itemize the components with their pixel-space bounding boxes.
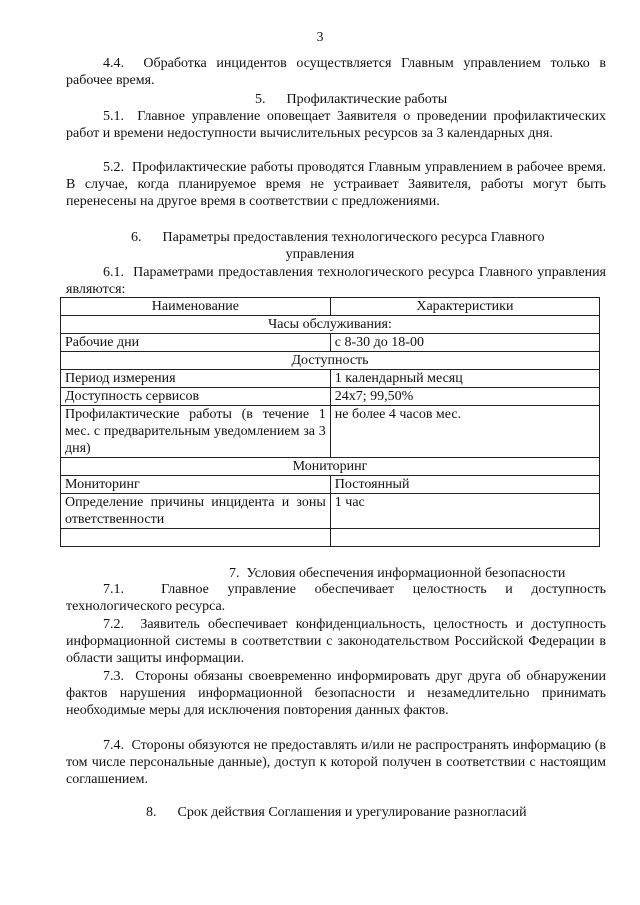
parameters-table [60,297,600,547]
table-cell-value: 1 календарный месяц [330,370,599,388]
table-cell-value: 24х7; 99,50% [330,388,599,406]
heading-section-6-line1: 6. Параметры предоставления технологического ресурса Главного [131,230,545,245]
table-cell-name: Профилактические работы (в течение 1 мес. с предварительным уведомлением за 3 дня) [61,406,331,458]
table-row [61,334,600,352]
table-row [61,494,600,529]
paragraph-6-1: 6.1. Параметрами предоставления технологического ресурса Главного управления являются: [66,265,606,297]
table-cell-name: Мониторинг [61,476,331,494]
table-row [61,406,600,458]
table-row [61,388,600,406]
page-number: 3 [316,30,324,45]
table-row [61,476,600,494]
heading-section-7: 7. Условия обеспечения информационной безопасности [229,566,566,581]
paragraph-5-2: 5.2. Профилактические работы проводятся Главным управлением в рабочее время. В случае, когда планируемое время не устраивает Заявителя, работы могут быть перенесены на другое время в соответствии с предложениями. [66,160,606,209]
table-cell-value: не более 4 часов мес. [330,406,599,458]
paragraph-7-1: 7.1. Главное управление обеспечивает целостность и доступность технологического ресурса. [66,582,606,614]
table-cell-value: с 8-30 до 18-00 [330,334,599,352]
table-empty-row [61,529,600,547]
heading-section-5: 5. Профилактические работы [255,92,448,107]
table-cell-name: Доступность сервисов [61,388,331,406]
table-section-row [61,458,600,476]
heading-section-6-line2: управления [285,247,355,262]
table-cell-empty [61,529,331,547]
paragraph-4-4: 4.4. Обработка инцидентов осуществляется Главным управлением только в рабочее время. [66,56,606,88]
table-section-hours: Часы обслуживания: [61,316,600,334]
table-section-row [61,316,600,334]
table-cell-name: Определение причины инцидента и зоны ответственности [61,494,331,529]
paragraph-7-3: 7.3. Стороны обязаны своевременно информировать друг друга об обнаружении фактов нарушения информационной безопасности и незамедлительно принимать необходимые меры для исключения повторения данных фактов. [66,669,606,718]
table-header-name: Наименование [61,298,331,316]
table-cell-value: Постоянный [330,476,599,494]
paragraph-7-4: 7.4. Стороны обязуются не предоставлять и/или не распространять информацию (в том числе персональные данные), доступ к которой получен в соответствии с настоящим соглашением. [66,738,606,787]
table-section-row [61,352,600,370]
paragraph-5-1: 5.1. Главное управление оповещает Заявителя о проведении профилактических работ и времени недоступности вычислительных ресурсов за 3 календарных дня. [66,109,606,141]
table-cell-empty [330,529,599,547]
table-cell-name: Рабочие дни [61,334,331,352]
table-cell-value: 1 час [330,494,599,529]
heading-section-8: 8. Срок действия Соглашения и урегулирование разногласий [146,805,527,820]
table-section-monitoring: Мониторинг [61,458,600,476]
table-header-characteristics: Характеристики [330,298,599,316]
table-row [61,370,600,388]
table-header-row [61,298,600,316]
table-cell-name: Период измерения [61,370,331,388]
table-section-availability: Доступность [61,352,600,370]
paragraph-7-2: 7.2. Заявитель обеспечивает конфиденциальность, целостность и доступность информационной системы в соответствии с законодательством Российской Федерации в области защиты информации. [66,617,606,666]
